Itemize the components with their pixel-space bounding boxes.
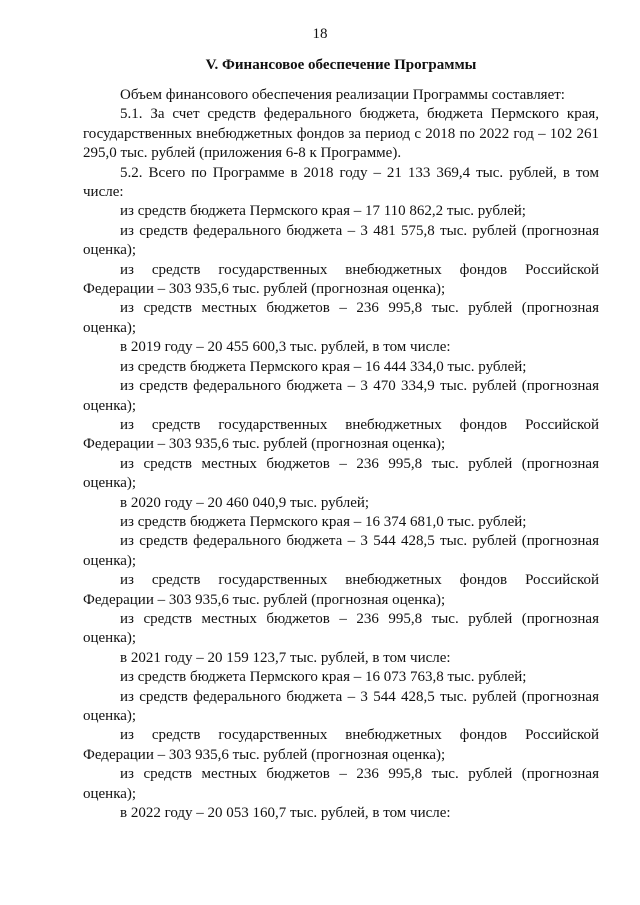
- paragraph: 5.2. Всего по Программе в 2018 году – 21 133 369,4 тыс. рублей, в том числе:: [83, 164, 599, 201]
- paragraph: из средств бюджета Пермского края – 16 073 763,8 тыс. рублей;: [120, 669, 527, 686]
- paragraph: в 2021 году – 20 159 123,7 тыс. рублей, в том числе:: [120, 649, 451, 666]
- paragraph: из средств бюджета Пермского края – 17 110 862,2 тыс. рублей;: [120, 203, 526, 220]
- paragraph-list: [83, 86, 599, 823]
- paragraph: из средств государственных внебюджетных фондов Российской Федерации – 303 935,6 тыс. рублей (прогнозная оценка);: [83, 572, 599, 608]
- paragraph: из средств местных бюджетов – 236 995,8 тыс. рублей (прогнозная оценка);: [83, 610, 599, 647]
- paragraph: из средств местных бюджетов – 236 995,8 тыс. рублей (прогнозная оценка);: [83, 455, 599, 492]
- paragraph: из средств местных бюджетов – 236 995,8 тыс. рублей (прогнозная оценка);: [83, 300, 599, 336]
- paragraph: из средств федерального бюджета – 3 544 428,5 тыс. рублей (прогнозная оценка);: [83, 688, 599, 724]
- paragraph: из средств государственных внебюджетных фондов Российской Федерации – 303 935,6 тыс. рублей (прогнозная оценка);: [83, 727, 599, 763]
- paragraph: в 2020 году – 20 460 040,9 тыс. рублей;: [120, 494, 370, 511]
- paragraph: из средств федерального бюджета – 3 544 428,5 тыс. рублей (прогнозная оценка);: [83, 533, 599, 569]
- paragraph: из средств бюджета Пермского края – 16 374 681,0 тыс. рублей;: [120, 513, 527, 530]
- document-body: [83, 54, 599, 823]
- paragraph: из средств федерального бюджета – 3 481 575,8 тыс. рублей (прогнозная оценка);: [83, 222, 599, 259]
- paragraph: 5.1. За счет средств федерального бюджета, бюджета Пермского края, государственных внебюджетных фондов за период с 2018 по 2022 год – 102 261 295,0 тыс. рублей (приложения 6-8 к Программе).: [83, 106, 599, 162]
- page-number: 18: [312, 26, 328, 42]
- paragraph: из средств бюджета Пермского края – 16 444 334,0 тыс. рублей;: [120, 358, 527, 375]
- section-heading: V. Финансовое обеспечение Программы: [205, 57, 477, 73]
- paragraph: из средств государственных внебюджетных фондов Российской Федерации – 303 935,6 тыс. рублей (прогнозная оценка);: [83, 416, 599, 453]
- paragraph: в 2022 году – 20 053 160,7 тыс. рублей, в том числе:: [120, 805, 451, 822]
- paragraph: из средств федерального бюджета – 3 470 334,9 тыс. рублей (прогнозная оценка);: [83, 378, 599, 414]
- paragraph: Объем финансового обеспечения реализации Программы составляет:: [120, 87, 565, 103]
- paragraph: из средств государственных внебюджетных фондов Российской Федерации – 303 935,6 тыс. рублей (прогнозная оценка);: [83, 261, 599, 298]
- paragraph: в 2019 году – 20 455 600,3 тыс. рублей, в том числе:: [120, 339, 451, 356]
- paragraph: из средств местных бюджетов – 236 995,8 тыс. рублей (прогнозная оценка);: [83, 766, 599, 802]
